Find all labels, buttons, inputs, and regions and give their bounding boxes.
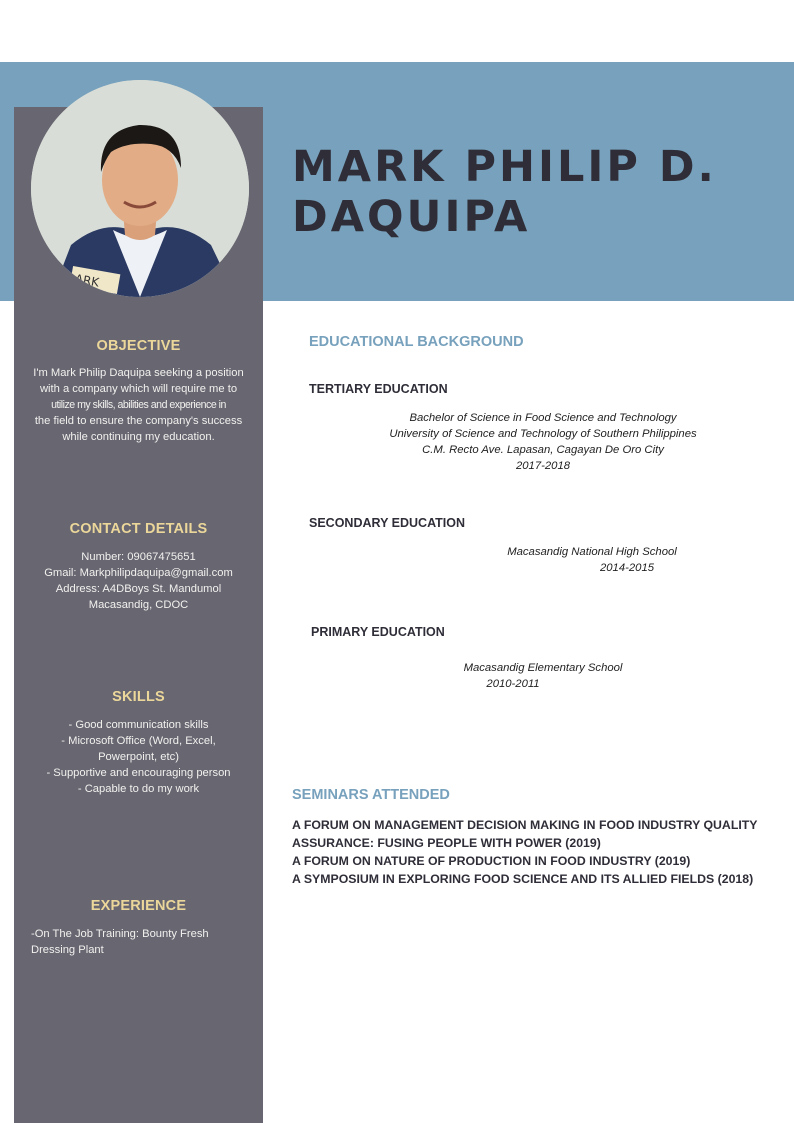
seminars-list [292,816,782,888]
skill-item: - Good communication skills [68,719,209,731]
skill-item: - Microsoft Office (Word, Excel, [61,735,216,747]
contact-number: Number: 09067475651 [81,551,196,563]
skill-item: - Supportive and encouraging person [46,767,231,779]
objective-line: the field to ensure the company's success [34,415,243,427]
education-heading: EDUCATIONAL BACKGROUND [309,334,524,350]
secondary-school: Macasandig National High School [507,546,677,558]
skill-item: - Capable to do my work [77,783,200,795]
skill-item: Powerpoint, etc) [98,751,179,763]
seminar-item: A FORUM ON NATURE OF PRODUCTION IN FOOD INDUSTRY (2019) [292,854,691,868]
experience-item: -On The Job Training: Bounty Fresh [31,928,209,940]
primary-details [445,660,641,692]
seminar-item: A SYMPOSIUM IN EXPLORING FOOD SCIENCE AND ITS ALLIED FIELDS (2018) [292,872,754,886]
experience-section [14,898,263,958]
seminars-heading: SEMINARS ATTENDED [292,787,450,803]
objective-line: utilize my skills, abilities and experience in [51,399,226,411]
seminar-item: ASSURANCE: FUSING PEOPLE WITH POWER (2019) [292,836,601,850]
tertiary-degree: Bachelor of Science in Food Science and Technology [409,412,677,424]
primary-label: PRIMARY EDUCATION [311,625,445,639]
contact-heading: CONTACT DETAILS [69,521,208,537]
contact-section [14,521,263,613]
secondary-years: 2014-2015 [599,562,655,574]
contact-email: Gmail: Markphilipdaquipa@gmail.com [44,567,233,579]
tertiary-school: University of Science and Technology of Southern Philippines [389,428,697,440]
objective-section [14,338,263,445]
primary-school: Macasandig Elementary School [463,662,623,674]
objective-line: with a company which will require me to [39,383,238,395]
tertiary-details [343,410,743,474]
svg-text:ARK: ARK [73,271,101,290]
contact-address: Address: A4DBoys St. Mandumol [55,583,222,595]
seminar-item: A FORUM ON MANAGEMENT DECISION MAKING IN FOOD INDUSTRY QUALITY [292,818,758,832]
tertiary-address: C.M. Recto Ave. Lapasan, Cagayan De Oro City [422,444,664,456]
skills-section [14,689,263,797]
contact-address: Macasandig, CDOC [88,599,189,611]
person-portrait-icon [31,80,249,297]
objective-heading: OBJECTIVE [96,338,181,354]
name-line-2: DAQUIPA [292,192,531,242]
candidate-name [292,142,772,242]
secondary-label: SECONDARY EDUCATION [309,516,466,530]
experience-item: Dressing Plant [31,944,104,956]
profile-photo [31,80,249,297]
objective-line: I'm Mark Philip Daquipa seeking a position [33,367,244,379]
primary-years: 2010-2011 [486,678,540,690]
objective-line: while continuing my education. [62,431,215,443]
experience-heading: EXPERIENCE [90,898,187,914]
skills-heading: SKILLS [112,689,165,705]
tertiary-label: TERTIARY EDUCATION [309,382,448,396]
secondary-details [490,544,694,576]
tertiary-years: 2017-2018 [515,460,571,472]
name-line-1: MARK PHILIP D. [292,142,717,192]
